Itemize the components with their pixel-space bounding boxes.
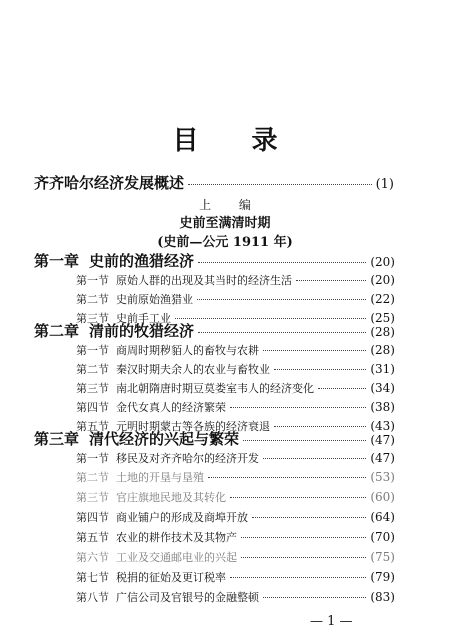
dot-leader — [208, 477, 366, 478]
dot-leader — [188, 184, 372, 185]
section-title: 南北朝隋唐时期豆莫娄室韦人的经济变化 — [116, 382, 314, 395]
dot-leader — [263, 350, 366, 351]
page-number: (34) — [370, 381, 395, 395]
section-number: 第四节 — [76, 401, 109, 414]
toc-section[interactable] — [76, 549, 395, 565]
dot-leader — [197, 299, 366, 300]
chapter-title: 清代经济的兴起与繁荣 — [89, 430, 240, 448]
toc-section[interactable] — [76, 569, 395, 585]
dot-leader — [175, 318, 366, 319]
toc-section[interactable] — [76, 399, 395, 415]
page-number: (28) — [370, 343, 395, 357]
section-title: 工业及交通邮电业的兴起 — [116, 551, 237, 564]
section-number: 第三节 — [76, 491, 109, 504]
toc-chapter-3[interactable] — [34, 428, 395, 449]
dot-leader — [243, 440, 366, 441]
page-number: (60) — [370, 490, 395, 504]
overview-title: 齐齐哈尔经济发展概述 — [34, 174, 185, 192]
page-number: (38) — [370, 400, 395, 414]
section-number: 第二节 — [76, 471, 109, 484]
chapter-title: 史前的渔猎经济 — [89, 252, 195, 270]
dot-leader — [198, 332, 366, 333]
page-number: (47) — [370, 451, 395, 465]
toc-section[interactable] — [76, 529, 395, 545]
part-subtitle: 史前至满清时期 — [179, 216, 271, 231]
section-title: 史前原始渔猎业 — [116, 293, 193, 306]
dot-leader — [263, 597, 366, 598]
section-title: 广信公司及官银号的金融整顿 — [116, 591, 259, 604]
toc-chapter-2[interactable] — [34, 320, 395, 341]
toc-section[interactable] — [76, 589, 395, 605]
page-number: (20) — [370, 273, 395, 287]
section-number: 第二节 — [76, 293, 109, 306]
chapter-number: 第二章 — [34, 322, 80, 340]
page-title: 目 录 — [172, 126, 300, 156]
toc-section[interactable] — [76, 291, 395, 307]
page-footer-number: — 1 — — [310, 614, 353, 629]
section-number: 第一节 — [76, 274, 109, 287]
part-label: 上 编 — [199, 198, 263, 212]
page-number: (70) — [370, 530, 395, 544]
page-number: (1) — [375, 177, 394, 192]
page-number: (64) — [370, 510, 395, 524]
dot-leader — [241, 537, 366, 538]
chapter-number: 第三章 — [34, 430, 80, 448]
section-title: 史前手工业 — [116, 312, 171, 325]
page-number: (25) — [370, 311, 395, 325]
toc-section[interactable] — [76, 361, 395, 377]
page-number: (20) — [370, 255, 395, 269]
dot-leader — [241, 557, 366, 558]
dot-leader — [318, 388, 366, 389]
page-number: (83) — [370, 590, 395, 604]
section-title: 移民及对齐齐哈尔的经济开发 — [116, 452, 259, 465]
toc-section[interactable] — [76, 509, 395, 525]
page-number: (31) — [370, 362, 395, 376]
section-title: 元明时期蒙古等各族的经济衰退 — [116, 420, 270, 433]
chapter-title: 清前的牧猎经济 — [89, 322, 195, 340]
section-title: 税捐的征始及更订税率 — [116, 571, 226, 584]
page-number: (22) — [370, 292, 395, 306]
section-number: 第三节 — [76, 312, 109, 325]
toc-section[interactable] — [76, 342, 395, 358]
section-number: 第八节 — [76, 591, 109, 604]
section-title: 商业铺户的形成及商埠开放 — [116, 511, 248, 524]
toc-section[interactable] — [76, 380, 395, 396]
section-title: 金代女真人的经济繁荣 — [116, 401, 226, 414]
section-title: 农业的耕作技术及其物产 — [116, 531, 237, 544]
toc-section[interactable] — [76, 489, 395, 505]
toc-section[interactable] — [76, 469, 395, 485]
page-number: (75) — [370, 550, 395, 564]
dot-leader — [296, 280, 366, 281]
part-range: (史前—公元 1911 年) — [157, 235, 293, 250]
dot-leader — [230, 577, 366, 578]
page-number: (28) — [370, 325, 395, 339]
toc-section[interactable] — [76, 272, 395, 288]
page-number: (47) — [370, 433, 395, 447]
section-title: 官庄旗地民地及其转化 — [116, 491, 226, 504]
section-number: 第一节 — [76, 452, 109, 465]
section-number: 第五节 — [76, 420, 109, 433]
page-number: (43) — [370, 419, 395, 433]
section-title: 秦汉时期夫余人的农业与畜牧业 — [116, 363, 270, 376]
dot-leader — [274, 426, 366, 427]
dot-leader — [263, 458, 366, 459]
dot-leader — [274, 369, 366, 370]
section-number: 第二节 — [76, 363, 109, 376]
section-title: 商周时期秽貊人的畜牧与农耕 — [116, 344, 259, 357]
toc-chapter-1[interactable] — [34, 250, 395, 271]
section-title: 原始人群的出现及其当时的经济生活 — [116, 274, 292, 287]
section-number: 第四节 — [76, 511, 109, 524]
section-title: 土地的开垦与垦殖 — [116, 471, 204, 484]
dot-leader — [230, 407, 366, 408]
page-number: (79) — [370, 570, 395, 584]
section-number: 第六节 — [76, 551, 109, 564]
section-number: 第一节 — [76, 344, 109, 357]
page-number: (53) — [370, 470, 395, 484]
dot-leader — [230, 497, 366, 498]
chapter-number: 第一章 — [34, 252, 80, 270]
dot-leader — [252, 517, 366, 518]
toc-overview-entry[interactable] — [34, 172, 394, 193]
dot-leader — [198, 262, 366, 263]
section-number: 第七节 — [76, 571, 109, 584]
toc-section[interactable] — [76, 450, 395, 466]
section-number: 第三节 — [76, 382, 109, 395]
section-number: 第五节 — [76, 531, 109, 544]
